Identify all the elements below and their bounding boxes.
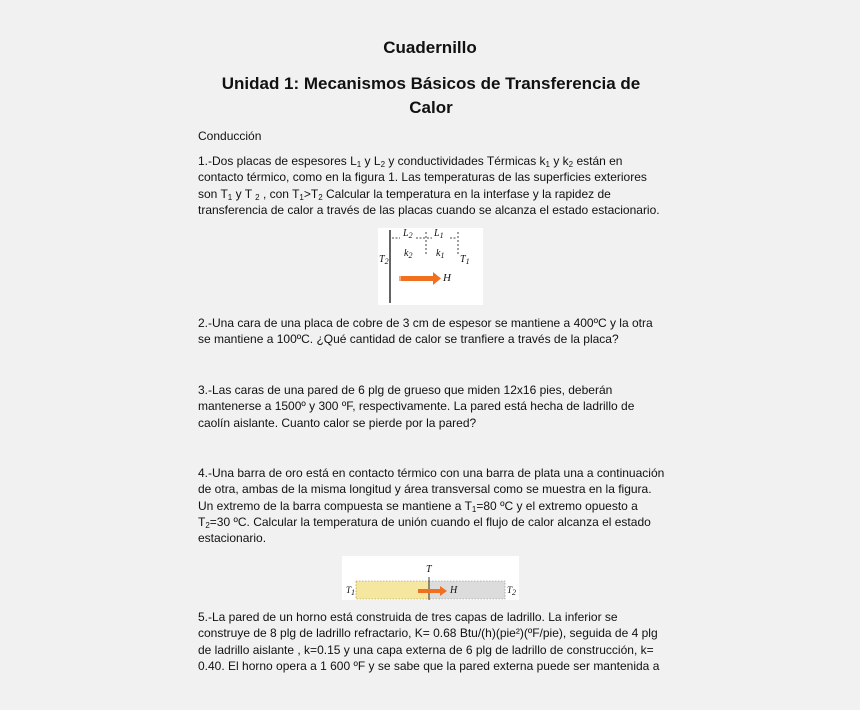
label-T1-fig2: $T_1$ (346, 585, 356, 597)
problem-5-line-1: 5.-La pared de un horno está construida de tres capas de ladrillo. La inferior se (198, 610, 618, 624)
problem-1 (198, 153, 665, 218)
problem-3-line-3: caolín aislante. Cuanto calor se pierde por la pared? (198, 415, 477, 430)
problem-4 (198, 465, 665, 546)
problem-4-line-3: Un extremo de la barra compuesta se mantiene a $T_1=80$ ºC y el extremo opuesto a (198, 498, 638, 514)
unit-title-line-2: Calor (409, 98, 453, 117)
heat-arrow-body (399, 276, 433, 281)
heat-arrow-body-2 (418, 589, 440, 593)
problem-1-line-4: transferencia de calor a través de las placas cuando se alcanza el estado estacionario. (198, 202, 660, 217)
figure-1-drawing (378, 228, 483, 305)
section-heading: Conducción (198, 129, 262, 143)
problem-3 (198, 382, 665, 431)
figure-2-drawing (342, 556, 519, 600)
problem-5 (198, 609, 665, 674)
problem-5-line-2: construye de 8 plg de ladrillo refractario, K= 0.68 Btu/(h)(pie²)(ºF/pie), seguida de 4 plg (198, 626, 658, 641)
problem-3-line-2: mantenerse a 1500º y 300 ºF, respectivamente. La pared está hecha de ladrillo de (198, 399, 635, 414)
label-L2: $L_2$ (403, 228, 413, 240)
problem-3-line-1: 3.-Las caras de una pared de 6 plg de grueso que miden 12x16 pies, deberán (198, 383, 613, 397)
problem-5-line-3: de ladrillo aislante , k=0.15 y una capa externa de 6 plg de ladrillo de construcción, k= (198, 642, 654, 657)
label-T2: $T_2$ (379, 254, 389, 266)
problem-1-line-1: 1.-Dos placas de espesores $L_1$ y $L_2$ y conductividades Térmicas $k_1$ y $k_2$ están en (198, 154, 623, 169)
problem-2 (198, 315, 665, 348)
problem-4-line-5: estacionario. (198, 531, 267, 546)
label-L1: $L_1$ (434, 228, 444, 240)
document-title: Cuadernillo (383, 38, 477, 57)
label-H: H (443, 272, 451, 284)
label-H-fig2: H (450, 585, 458, 596)
label-k1: $k_1$ (436, 248, 445, 260)
problem-4-line-2: de otra, ambas de la misma longitud y área transversal como se muestra en la figura. (198, 482, 652, 497)
label-k2: $k_2$ (404, 248, 413, 260)
unit-title (196, 72, 666, 120)
label-T1: $T_1$ (460, 254, 470, 266)
label-T2-fig2: $T_2$ (507, 585, 517, 597)
problem-2-line-2: se mantiene a 100ºC. ¿Qué cantidad de calor se tranfiere a través de la placa? (198, 332, 619, 347)
figure-2-composite-bar (342, 556, 519, 600)
unit-title-line-1: Unidad 1: Mecanismos Básicos de Transferencia de (221, 74, 641, 93)
problem-5-line-4: 0.40. El horno opera a 1 600 ºF y se sabe que la pared externa puede ser mantenida a (198, 658, 660, 673)
problem-1-line-2: contacto térmico, como en la figura 1. Las temperaturas de las superficies exteriores (198, 170, 647, 185)
label-T-junction: T (426, 564, 432, 575)
problem-4-line-1: 4.-Una barra de oro está en contacto térmico con una barra de plata una a continuación (198, 466, 665, 480)
problem-1-line-3: son $T_1$ y T $_2$ , con $T_1>T_2$ Calcular la temperatura en la interfase y la rapidez de (198, 186, 611, 202)
problem-4-line-4: $T_2=30$ ºC. Calcular la temperatura de unión cuando el flujo de calor alcanza el estado (198, 514, 651, 530)
figure-1-two-plates (378, 228, 483, 305)
heat-arrow-head (433, 272, 441, 285)
problem-2-line-1: 2.-Una cara de una placa de cobre de 3 cm de espesor se mantiene a 400ºC y la otra (198, 316, 653, 330)
